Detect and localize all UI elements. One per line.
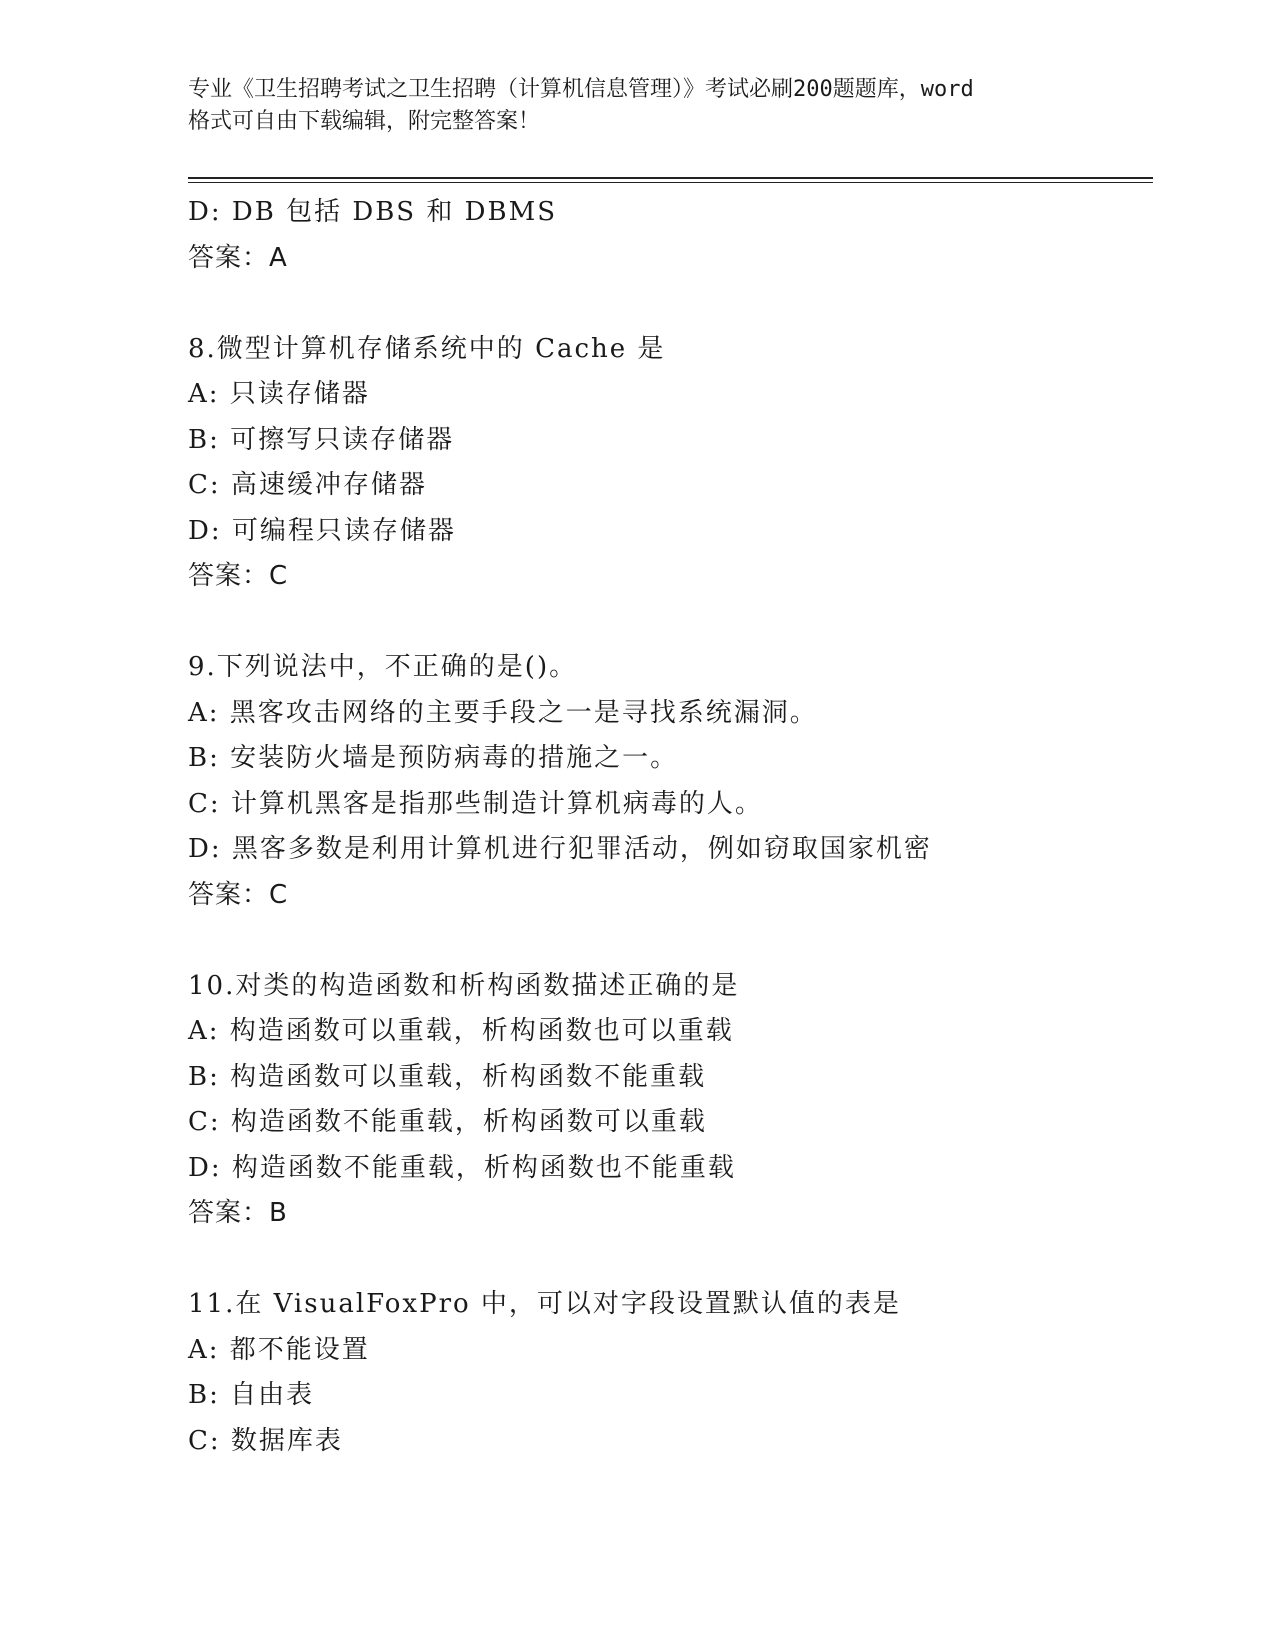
question-block (188, 645, 1148, 918)
question-title: 8.微型计算机存储系统中的 Cache 是 (188, 333, 666, 364)
question-list (188, 190, 1148, 1464)
option-line: C: 高速缓冲存储器 (188, 470, 427, 500)
option-line: B: 自由表 (188, 1380, 315, 1410)
header-divider-thin (188, 182, 1153, 183)
option-line: B: 构造函数可以重载，析构函数不能重载 (188, 1061, 707, 1092)
answer-line: 答案：A (188, 242, 288, 273)
question-block (188, 1282, 1148, 1464)
question-block (188, 327, 1148, 600)
option-line: C: 构造函数不能重载，析构函数可以重载 (188, 1107, 707, 1137)
question-title: 9.下列说法中，不正确的是()。 (188, 652, 578, 682)
option-line: D: 黑客多数是利用计算机进行犯罪活动，例如窃取国家机密 (188, 834, 932, 864)
header-divider-thick (188, 177, 1153, 179)
option-line: A: 构造函数可以重载，析构函数也可以重载 (188, 1016, 734, 1046)
answer-line: 答案：C (188, 879, 289, 910)
header-line-1: 专业《卫生招聘考试之卫生招聘（计算机信息管理）》考试必刷200题题库，word (188, 77, 974, 102)
question-block (188, 190, 1148, 281)
option-line: D: 可编程只读存储器 (188, 515, 456, 546)
document-header (188, 74, 1088, 138)
option-line: A: 都不能设置 (188, 1334, 370, 1365)
option-line: D: DB 包括 DBS 和 DBMS (188, 197, 558, 227)
header-line-2: 格式可自由下载编辑，附完整答案！ (188, 109, 541, 134)
question-title: 11.在 VisualFoxPro 中，可以对字段设置默认值的表是 (188, 1289, 901, 1319)
option-line: D: 构造函数不能重载，析构函数也不能重载 (188, 1152, 736, 1183)
answer-line: 答案：B (188, 1198, 288, 1228)
option-line: C: 数据库表 (188, 1425, 343, 1456)
option-line: A: 只读存储器 (188, 379, 370, 409)
question-title: 10.对类的构造函数和析构函数描述正确的是 (188, 970, 740, 1001)
answer-line: 答案：C (188, 561, 289, 591)
option-line: A: 黑客攻击网络的主要手段之一是寻找系统漏洞。 (188, 697, 818, 728)
question-block (188, 964, 1148, 1237)
option-line: C: 计算机黑客是指那些制造计算机病毒的人。 (188, 788, 763, 819)
option-line: B: 可擦写只读存储器 (188, 424, 455, 455)
option-line: B: 安装防火墙是预防病毒的措施之一。 (188, 743, 679, 773)
